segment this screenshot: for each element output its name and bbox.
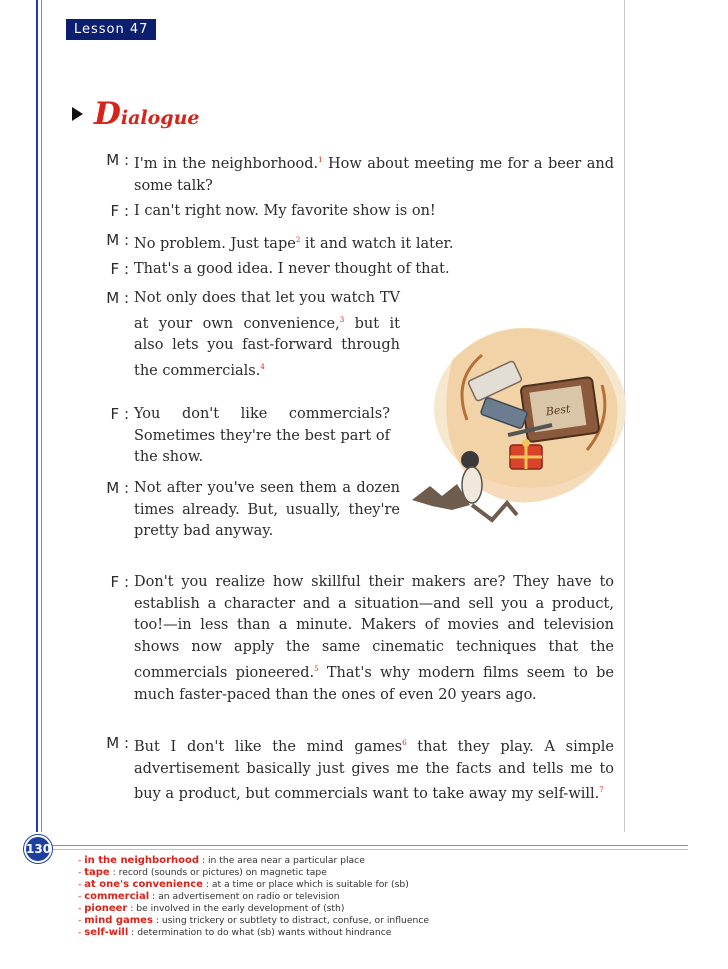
best-sign: Best (544, 402, 572, 419)
footnote-marker: 2 (295, 236, 301, 244)
footnote-marker: 4 (260, 363, 265, 372)
footnote-marker: 6 (402, 739, 407, 747)
note-item: - commercial : an advertisement on radio or television (78, 891, 340, 902)
page-number: 130 (24, 835, 52, 863)
speaker: M : (106, 734, 129, 752)
dialogue-text: I'm in the neighborhood.$^1$ How about meeting me for a beer and some talk? (134, 156, 615, 194)
margin-rule-inner (41, 0, 42, 832)
footer-rule (48, 845, 688, 846)
speaker: F : (110, 573, 129, 591)
footer-rule (48, 849, 688, 850)
dialogue-text: That's a good idea. I never thought of that. (134, 261, 450, 277)
footnote-marker: 3 (339, 315, 345, 324)
speaker: M : (106, 479, 129, 497)
note-item: - mind games : using trickery or subtlety to distract, confuse, or influence (78, 915, 430, 926)
note-item: - in the neighborhood : in the area near a particular place (78, 855, 365, 866)
lesson-tag: Lesson 47 (66, 19, 156, 40)
note-item: - at one's convenience : at a time or place which is suitable for (sb) (78, 879, 409, 890)
footnote-marker: 1 (318, 156, 323, 164)
dialogue-text: No problem. Just tape$^2$ it and watch it later. (134, 236, 454, 252)
speaker: F : (110, 202, 129, 220)
note-item: - tape : record (sounds or pictures) on magnetic tape (78, 867, 327, 878)
note-item: - pioneer : be involved in the early development of (sth) (78, 903, 345, 914)
footnote-marker: 5 (314, 664, 319, 673)
speaker: M : (106, 289, 129, 307)
note-item: - self-will : determination to do what (sb) wants without hindrance (78, 927, 392, 938)
vocabulary-notes (78, 855, 638, 939)
speaker: M : (106, 231, 129, 249)
dialogue-text: Not after you've seen them a dozen times already. But, usually, they're pretty bad anyway. (134, 480, 400, 540)
speaker: F : (110, 260, 129, 278)
dialogue-text: But I don't like the mind games$^6$ that they play. A simple advertisement basically just gives me the facts and tells me to buy a product, but commercials want to take away my self-will.$^7$ (134, 739, 614, 803)
dialogue-text: I can't right now. My favorite show is on! (134, 203, 436, 219)
section-heading (72, 98, 252, 132)
margin-rule (36, 0, 38, 832)
footnote-marker: 7 (599, 786, 604, 795)
play-arrow-icon (72, 107, 83, 121)
section-title: Dialogue (94, 96, 200, 132)
speaker: F : (110, 405, 129, 423)
dialogue-text: You don't like commercials? Sometimes they're the best part of the show. (134, 406, 390, 466)
speaker: M : (106, 151, 129, 169)
dialogue-text: Not only does that let you watch TV at your own convenience,$^3$ but it also lets you fast-forward through the commercials.$^4$ (134, 290, 401, 380)
tv-illustration (412, 300, 626, 526)
dialogue-text: Don't you realize how skillful their makers are? They have to establish a character and a situation—and sell you a product, too!—in less than a minute. Makers of movies and television shows now apply the same cinematic techniques that the commercials pioneered.$^5$ That's why modern films seem to be much faster-paced than the ones of even 20 years ago. (134, 574, 614, 703)
